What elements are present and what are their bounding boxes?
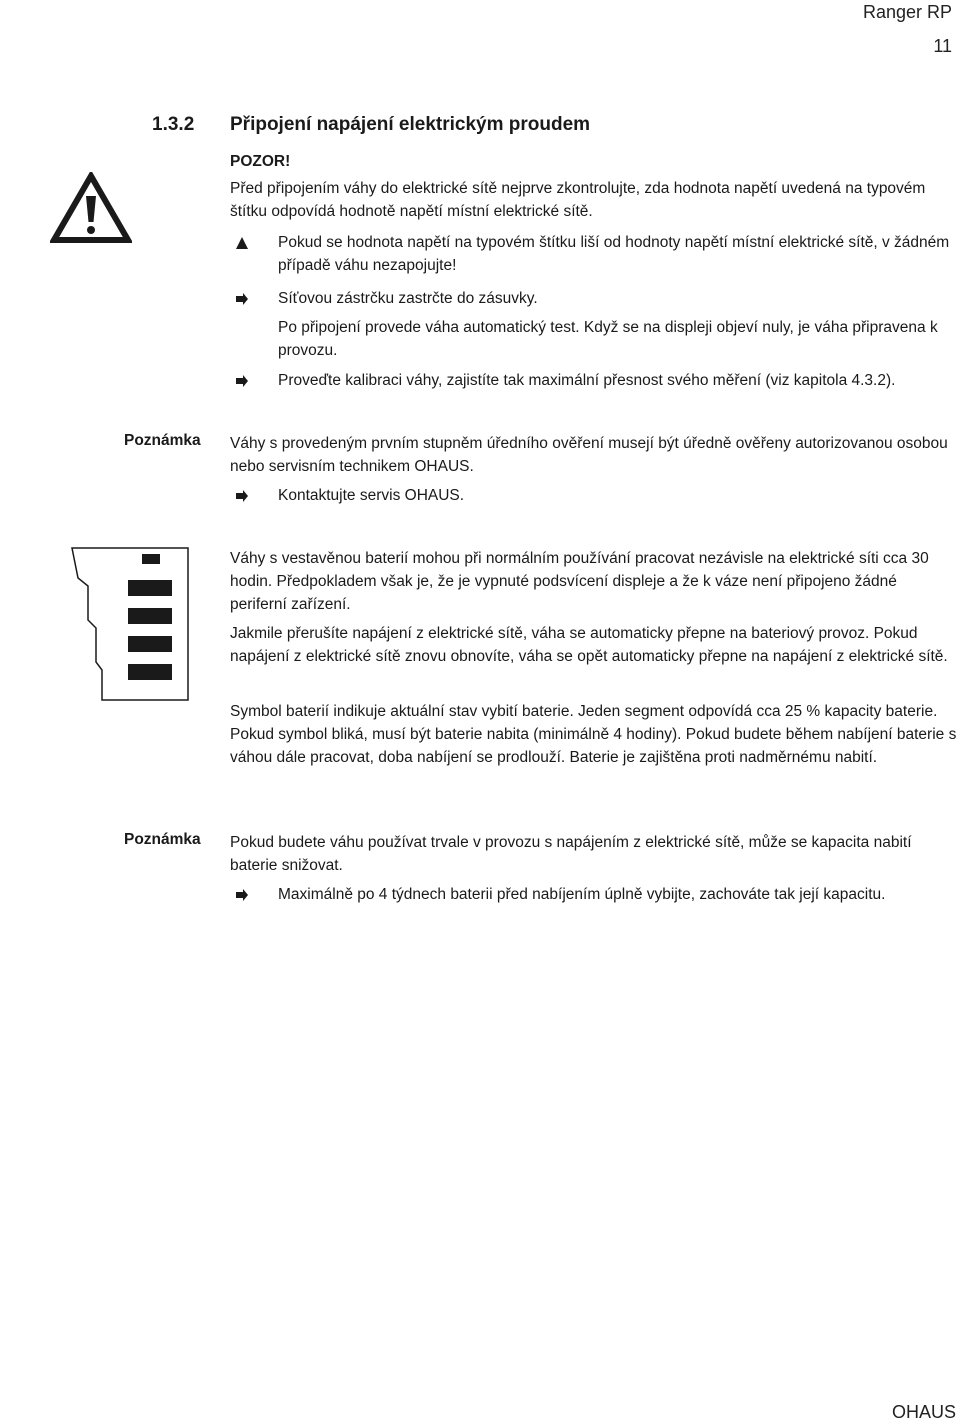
note-step: Maximálně po 4 týdnech baterii před nabíjením úplně vybijte, zachováte tak její kapacitu.: [278, 886, 886, 903]
battery-segment: [128, 608, 172, 624]
warning-triangle-icon: [50, 172, 132, 244]
arrow-bullet-icon: [235, 292, 249, 306]
note-text: Pokud budete váhu používat trvale v provozu s napájením z elektrické sítě, může se kapacita nabití baterie snižovat.: [230, 834, 912, 874]
triangle-bullet-icon: [235, 236, 249, 250]
battery-icon: [70, 546, 210, 706]
step-calibrate: Proveďte kalibraci váhy, zajistíte tak maximální přesnost svého měření (viz kapitola 4.3.2).: [278, 372, 896, 389]
arrow-bullet-icon: [235, 888, 249, 902]
note-label: Poznámka: [124, 831, 201, 848]
battery-paragraph-1: Váhy s vestavěnou baterií mohou při normálním používání pracovat nezávisle na elektrické síti cca 30 hodin. Předpokladem však je, že je vypnuté podsvícení displeje a že k váze není připojeno žádné periferní zařízení.: [230, 550, 929, 613]
footer-brand: OHAUS: [891, 1402, 956, 1422]
page-number: 11: [933, 36, 952, 56]
arrow-bullet-icon: [235, 374, 249, 388]
warning-text: Před připojením váhy do elektrické sítě nejprve zkontrolujte, zda hodnota napětí uvedená na typovém štítku odpovídá hodnotě napětí místní elektrické sítě.: [230, 180, 926, 220]
note-label: Poznámka: [124, 432, 201, 449]
battery-segment: [128, 664, 172, 680]
caution-item: Pokud se hodnota napětí na typovém štítku liší od hodnoty napětí místní elektrické sítě, v žádném případě váhu nezapojujte!: [278, 234, 950, 274]
warning-label: POZOR!: [230, 153, 291, 170]
section-title: Připojení napájení elektrickým proudem: [230, 114, 591, 135]
step-result: Po připojení provede váha automatický test. Když se na displeji objeví nuly, je váha připravena k provozu.: [278, 319, 938, 359]
battery-segment: [128, 580, 172, 596]
battery-paragraph-2: Jakmile přerušíte napájení z elektrické sítě, váha se automaticky přepne na bateriový provoz. Pokud napájení z elektrické sítě znovu obnovíte, váha se opět automaticky přepne na napájení z elektrické sítě.: [230, 625, 948, 665]
document-title: Ranger RP: [862, 2, 952, 22]
note-step: Kontaktujte servis OHAUS.: [278, 487, 465, 504]
section-number: 1.3.2: [152, 114, 195, 135]
battery-paragraph-3: Symbol baterií indikuje aktuální stav vybití baterie. Jeden segment odpovídá cca 25 % kapacity baterie. Pokud symbol bliká, musí být baterie nabita (minimálně 4 hodiny). Pokud budete během nabíjení baterie s váhou dále pracovat, doba nabíjení se prodlouží. Baterie je zajištěna proti nadměrnému nabití.: [230, 703, 957, 766]
step-plug-in: Síťovou zástrčku zastrčte do zásuvky.: [278, 290, 538, 307]
arrow-bullet-icon: [235, 489, 249, 503]
battery-segment: [128, 636, 172, 652]
note-text: Váhy s provedeným prvním stupněm úředního ověření musejí být úředně ověřeny autorizovanou osobou nebo servisním technikem OHAUS.: [230, 435, 948, 475]
